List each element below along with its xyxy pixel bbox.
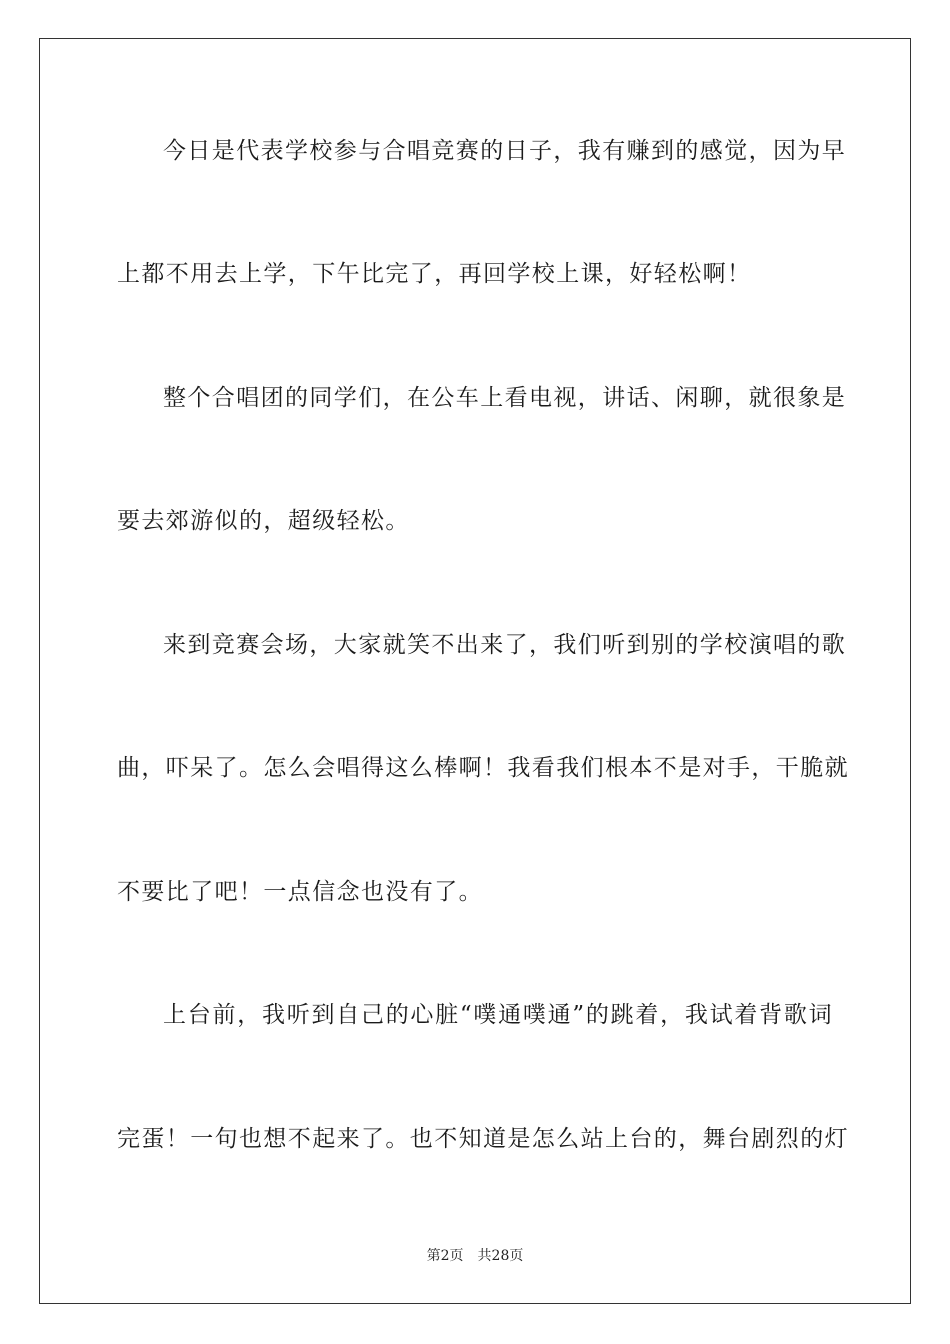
paragraph-3-line-2: 曲，吓呆了。怎么会唱得这么棒啊！我看我们根本不是对手，干脆就 xyxy=(117,755,849,781)
paragraph-4-line-1: 上台前，我听到自己的心脏“噗通噗通”的跳着，我试着背歌词 xyxy=(163,1002,833,1028)
paragraph-3-line-1: 来到竞赛会场，大家就笑不出来了，我们听到别的学校演唱的歌 xyxy=(163,632,847,658)
paragraph-2-line-2: 要去郊游似的，超级轻松。 xyxy=(117,508,410,534)
paragraph-3-line-3: 不要比了吧！一点信念也没有了。 xyxy=(117,879,483,905)
page-border xyxy=(39,38,911,1304)
page-total: 共28页 xyxy=(477,1248,524,1264)
paragraph-4-line-2: 完蛋！一句也想不起来了。也不知道是怎么站上台的，舞台剧烈的灯 xyxy=(117,1126,849,1152)
paragraph-2-line-1: 整个合唱团的同学们，在公车上看电视，讲话、闲聊，就很象是 xyxy=(163,385,847,411)
paragraph-1-line-2: 上都不用去上学，下午比完了，再回学校上课，好轻松啊！ xyxy=(117,261,752,287)
page-footer xyxy=(0,1246,950,1266)
paragraph-1-line-1: 今日是代表学校参与合唱竞赛的日子，我有赚到的感觉，因为早 xyxy=(163,138,847,164)
page-number: 第2页 xyxy=(426,1248,464,1264)
